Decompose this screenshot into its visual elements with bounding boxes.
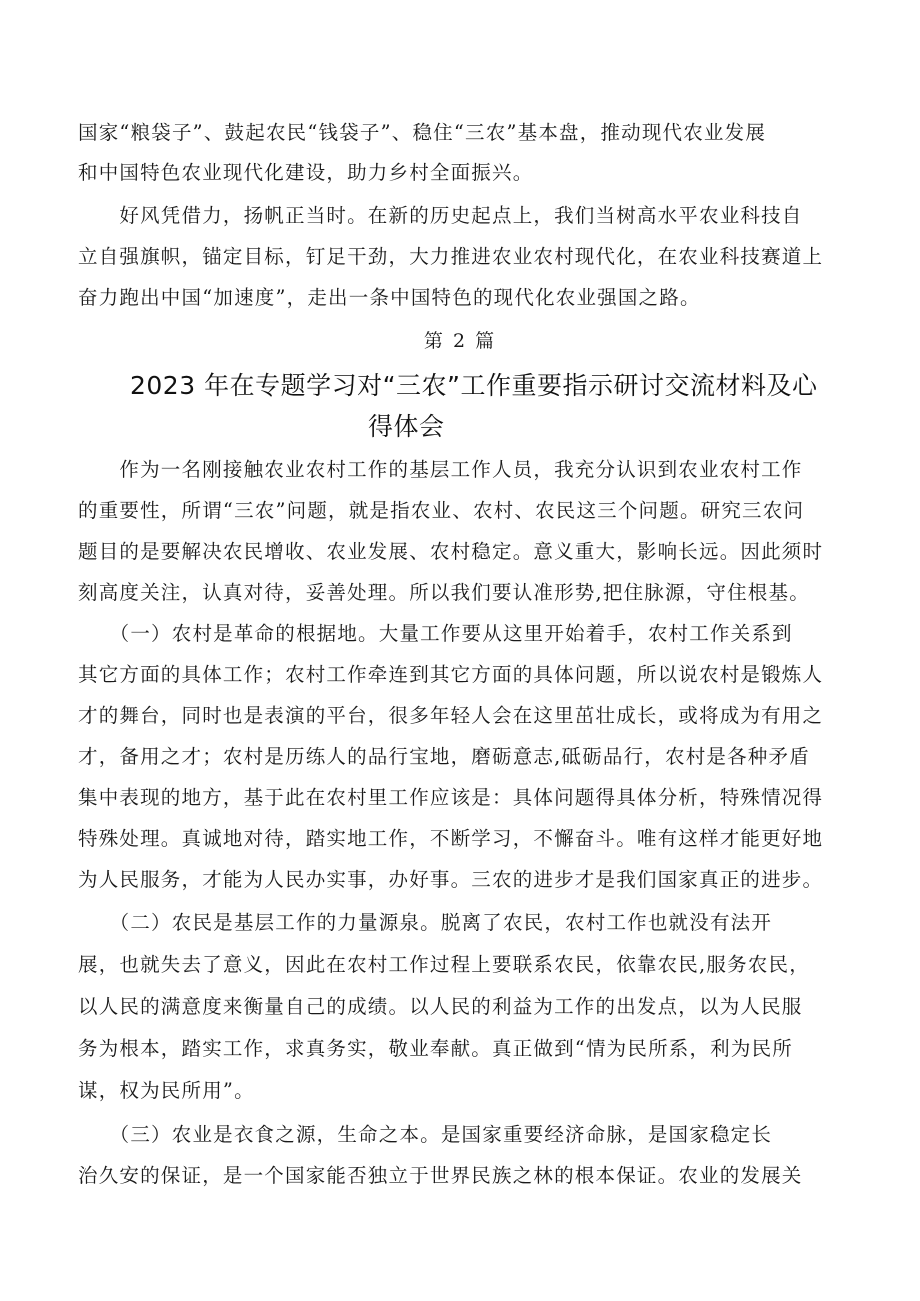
body-line: （三）农业是衣食之源，生命之本。是国家重要经济命脉，是国家稳定长 [78,1123,773,1146]
body-line: 治久安的保证，是一个国家能否独立于世界民族之林的根本保证。农业的发展关 [78,1164,803,1187]
intro-line: 好风凭借力，扬帆正当时。在新的历史起点上，我们当树高水平农业科技自 [78,204,803,227]
section-label: 第 2 篇 [423,330,497,352]
body-line: 才，备用之才；农村是历练人的品行宝地，磨砺意志,砥砺品行，农村是各种矛盾 [78,745,810,768]
body-line: 以人民的满意度来衡量自己的成绩。以人民的利益为工作的出发点，以为人民服 [78,995,803,1018]
intro-line: 奋力跑出中国“加速度”，走出一条中国特色的现代化农业强国之路。 [78,286,701,309]
intro-line: 立自强旗帜，锚定目标，钉足干劲，大力推进农业农村现代化，在农业科技赛道上 [78,245,824,268]
body-line: 刻高度关注，认真对待，妥善处理。所以我们要认准形势,把住脉源，守住根基。 [78,581,810,604]
body-line: 特殊处理。真诚地对待，踏实地工作，不断学习，不懈奋斗。唯有这样才能更好地 [78,827,824,850]
body-line: 其它方面的具体工作；农村工作牵连到其它方面的具体问题，所以说农村是锻炼人 [78,663,824,686]
document-title-line2: 得体会 [368,412,445,441]
body-line: 题目的是要解决农民增收、农业发展、农村稳定。意义重大，影响长远。因此须时 [78,540,824,563]
intro-line: 国家“粮袋子”、鼓起农民“钱袋子”、稳住“三农”基本盘，推动现代农业发展 [78,121,767,144]
document-title-line1: 2023 年在专题学习对“三农”工作重要指示研讨交流材料及心 [130,371,818,400]
body-line: 作为一名刚接触农业农村工作的基层工作人员，我充分认识到农业农村工作 [78,458,803,481]
body-line: 谋，权为民所用”。 [78,1079,255,1102]
body-line: 的重要性，所谓“三农”问题，就是指农业、农村、农民这三个问题。研究三农问 [78,499,805,522]
body-line: （二）农民是基层工作的力量源泉。脱离了农民，农村工作也就没有法开 [78,911,773,934]
body-line: 集中表现的地方，基于此在农村里工作应该是：具体问题得具体分析，特殊情况得 [78,786,824,809]
intro-line: 和中国特色农业现代化建设，助力乡村全面振兴。 [78,161,534,184]
body-line: 务为根本，踏实工作，求真务实，敬业奉献。真正做到“情为民所系，利为民所 [78,1037,793,1060]
body-line: 为人民服务，才能为人民办实事，办好事。三农的进步才是我们国家真正的进步。 [78,868,824,891]
body-line: 展，也就失去了意义，因此在农村工作过程上要联系农民，依靠农民,服务农民， [78,953,810,976]
body-line: （一）农村是革命的根据地。大量工作要从这里开始着手，农村工作关系到 [78,622,793,645]
body-line: 才的舞台，同时也是表演的平台，很多年轻人会在这里茁壮成长，或将成为有用之 [78,704,824,727]
